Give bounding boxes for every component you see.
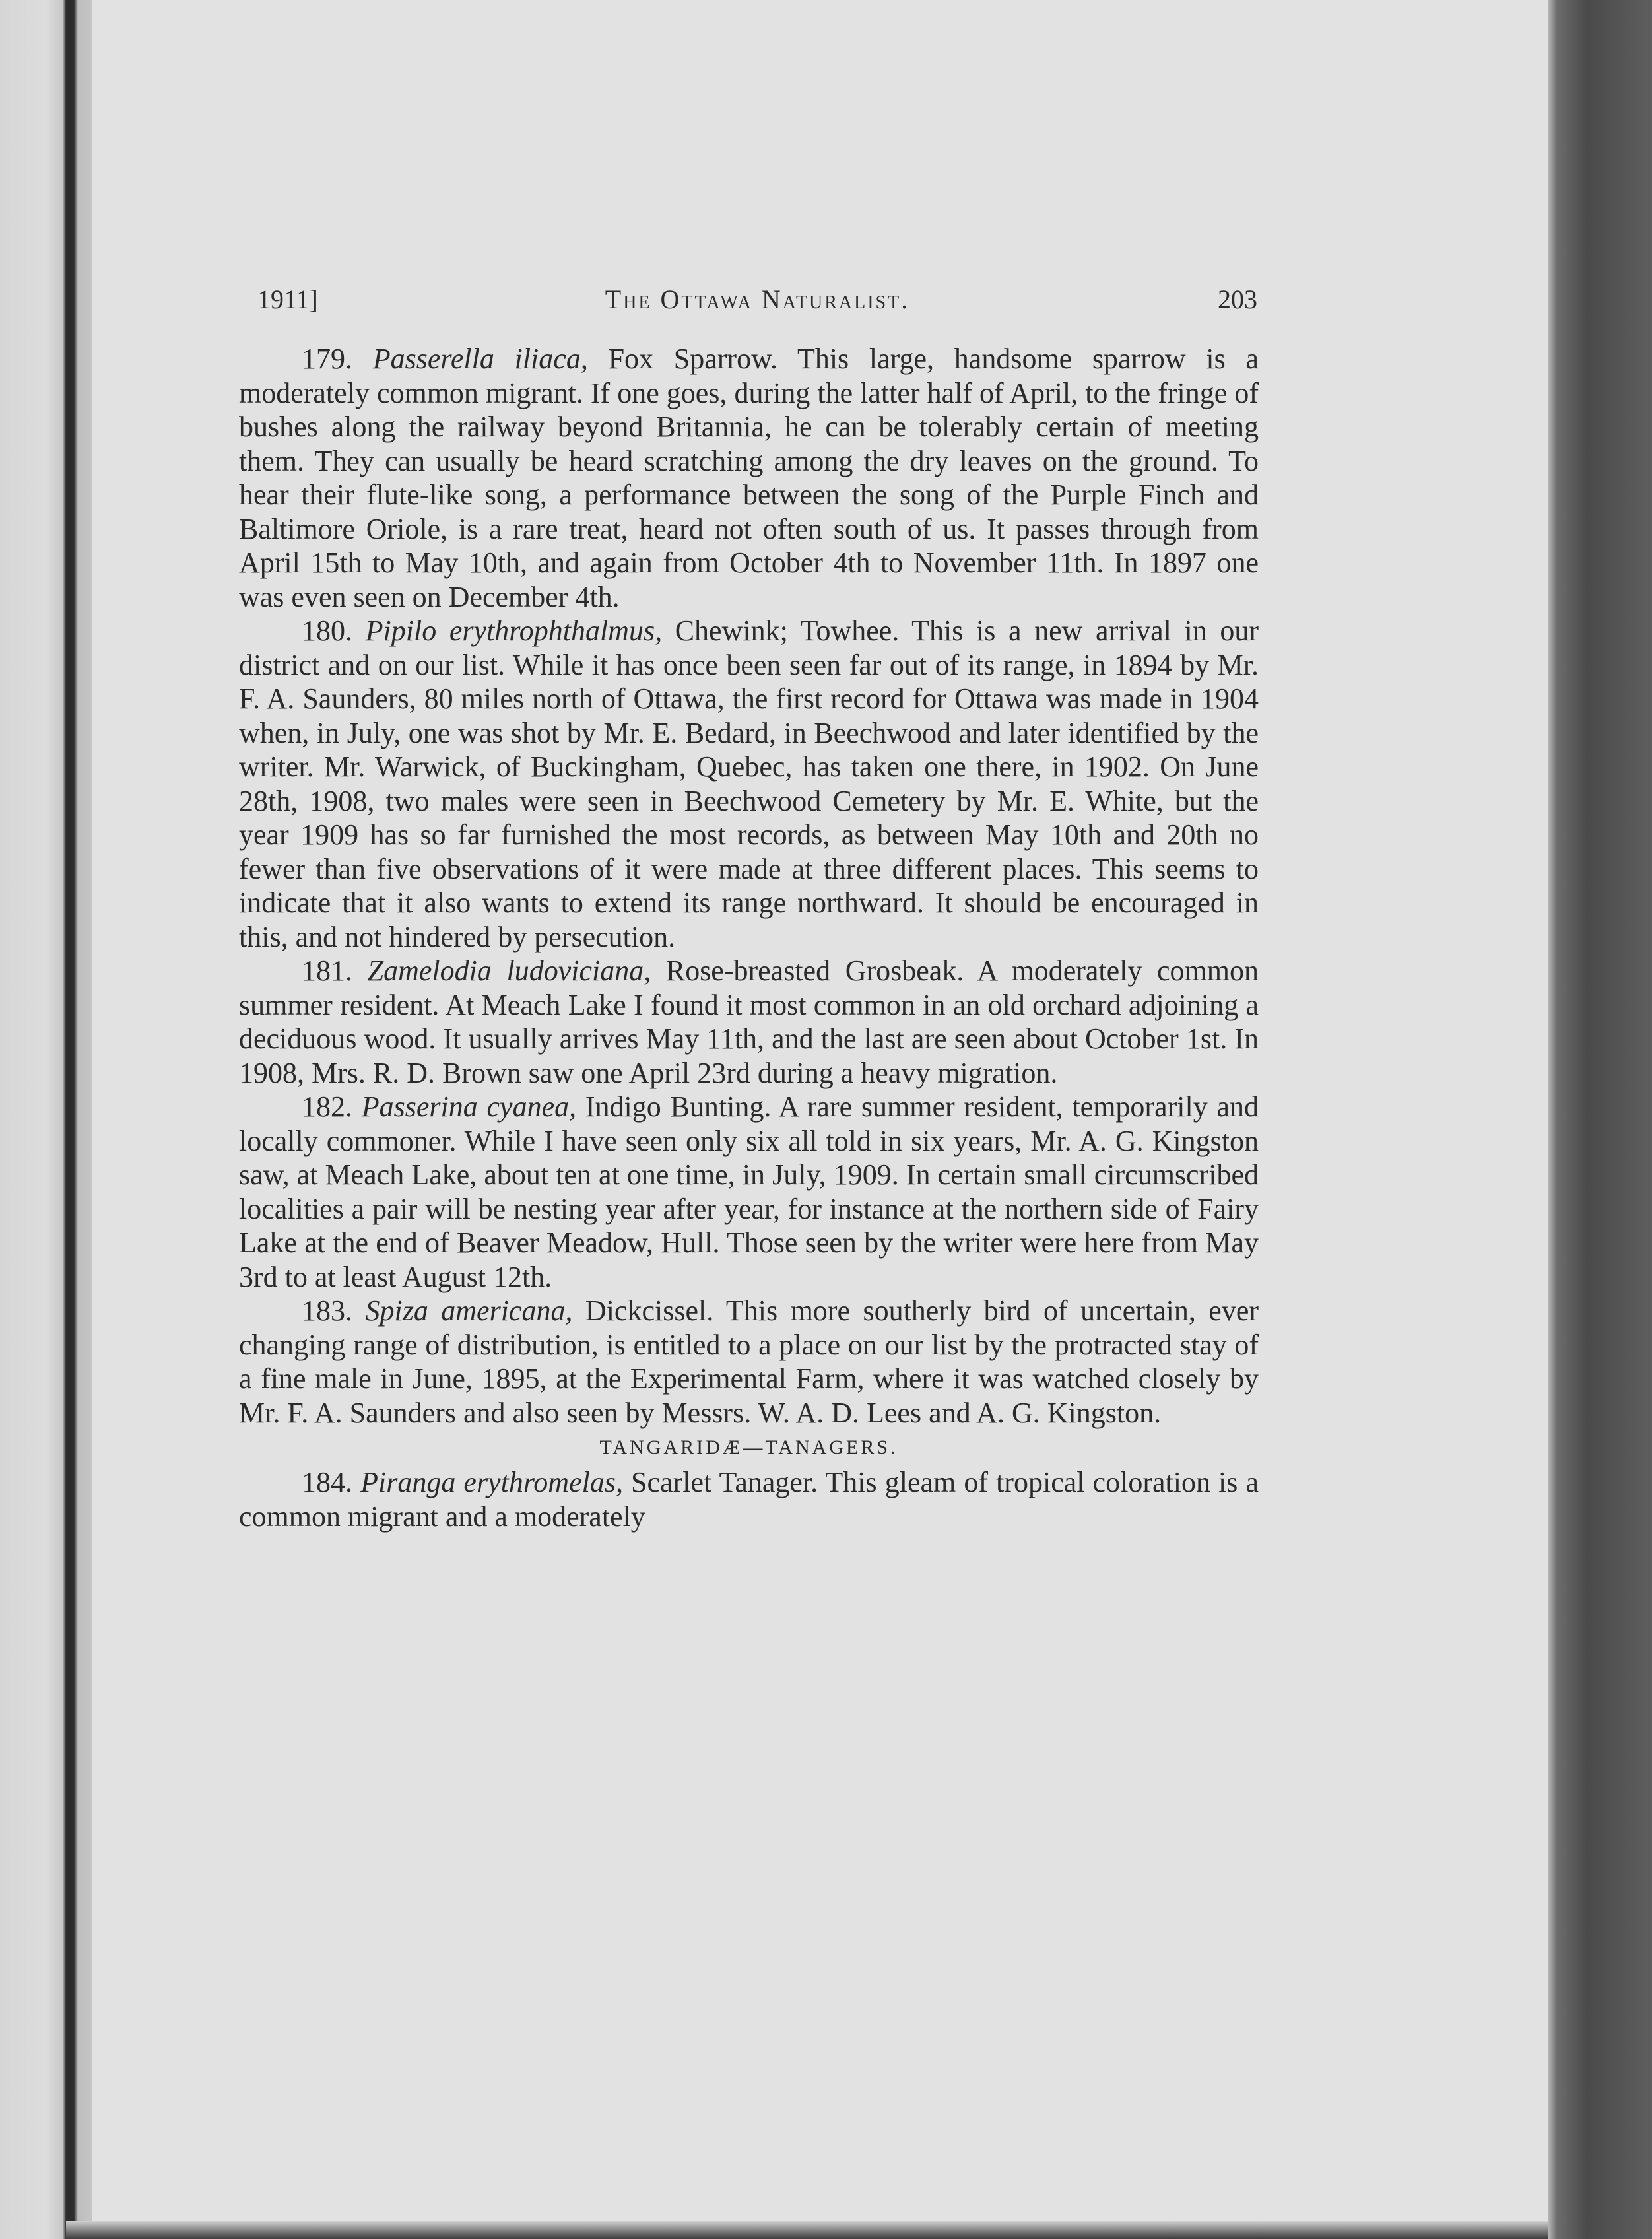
species-entry-180 (239, 614, 1259, 954)
entry-number: 179. (302, 343, 352, 375)
entry-text: Rose-breasted Grosbeak. A moderately common summer resident. At Meach Lake I found it most common in an old orchard adjoining a deciduous wood. It usually arrives May 11th, and the last are seen about October 1st. In 1908, Mrs. R. D. Brown saw one April 23rd during a heavy migration. (239, 954, 1259, 1089)
entry-text: Fox Sparrow. This large, handsome sparrow is a moderately common migrant. If one goes, during the latter half of April, to the fringe of bushes along the railway beyond Britannia, he can be tolerably certain of meeting them. They can usually be heard scratching among the dry leaves on the ground. To hear their flute-like song, a performance between the song of the Purple Finch and Baltimore Oriole, is a rare treat, heard not often south of us. It passes through from April 15th to May 10th, and again from October 4th to November 11th. In 1897 one was even seen on December 4th. (239, 343, 1259, 613)
entry-latin-name: Spiza americana, (365, 1294, 573, 1327)
species-entry-182 (239, 1090, 1259, 1294)
page-body (239, 342, 1259, 1533)
entry-latin-name: Pipilo erythrophthalmus, (365, 615, 663, 647)
entry-number: 182. (302, 1090, 352, 1123)
species-entry-181 (239, 954, 1259, 1090)
entry-number: 184. (302, 1466, 352, 1498)
entry-latin-name: Zamelodia ludoviciana, (367, 954, 651, 987)
species-entry-184 (239, 1465, 1259, 1533)
entry-text: Dickcissel. This more southerly bird of uncertain, ever changing range of distribution, is entitled to a place on our list by the protracted stay of a fine male in June, 1895, at the Experimental Farm, where it was watched closely by Mr. F. A. Saunders and also seen by Messrs. W. A. D. Lees and A. G. Kingston. (239, 1294, 1259, 1429)
entry-number: 181. (302, 954, 352, 987)
entry-latin-name: Passerina cyanea, (361, 1090, 577, 1123)
running-header (257, 277, 1257, 323)
header-journal-title: The Ottawa Naturalist. (605, 284, 910, 314)
entry-text: Indigo Bunting. A rare summer resident, temporarily and locally commoner. While I have seen only six all told in six years, Mr. A. G. Kingston saw, at Meach Lake, about ten at one time, in July, 1909. In certain small circumscribed localities a pair will be nesting year after year, for instance at the northern side of Fairy Lake at the end of Beaver Meadow, Hull. Those seen by the writer were here from May 3rd to at least August 12th. (239, 1090, 1259, 1293)
page-number: 203 (1218, 284, 1257, 314)
entry-text: Chewink; Towhee. This is a new arrival in our district and on our list. While it has once been seen far out of its range, in 1894 by Mr. F. A. Saunders, 80 miles north of Ottawa, the first record for Ottawa was made in 1904 when, in July, one was shot by Mr. E. Bedard, in Beechwood and later identified by the writer. Mr. Warwick, of Buckingham, Quebec, has taken one there, in 1902. On June 28th, 1908, two males were seen in Beechwood Cemetery by Mr. E. White, but the year 1909 has so far furnished the most records, as between May 10th and 20th no fewer than five observations of it were made at three different places. This seems to indicate that it also wants to extend its range northward. It should be encouraged in this, and not hindered by persecution. (239, 615, 1259, 953)
species-entry-183 (239, 1294, 1259, 1430)
section-heading: TANGARIDÆ—TANAGERS. (599, 1436, 898, 1458)
entry-text: Scarlet Tanager. This gleam of tropical coloration is a common migrant and a moderately (239, 1466, 1259, 1533)
entry-number: 183. (302, 1294, 352, 1327)
scan-bottom-edge (66, 2221, 1548, 2239)
header-year: 1911] (257, 284, 318, 314)
entry-number: 180. (302, 615, 352, 647)
scan-binding-edge (0, 0, 92, 2239)
species-entry-179 (239, 342, 1259, 614)
entry-latin-name: Passerella iliaca, (372, 343, 588, 375)
entry-latin-name: Piranga erythromelas, (360, 1466, 623, 1498)
scan-right-shadow (1548, 0, 1652, 2239)
